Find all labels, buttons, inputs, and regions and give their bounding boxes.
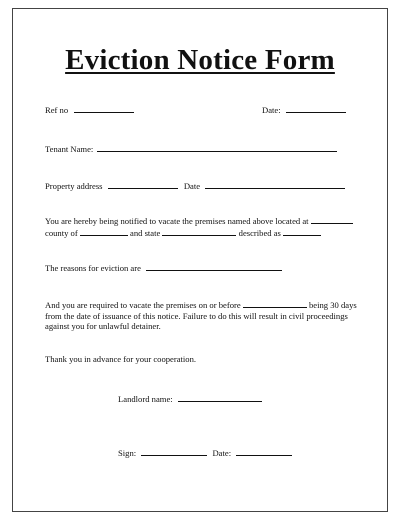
tenant-label: Tenant Name: — [45, 144, 94, 154]
notify-text-1: You are hereby being notified to vacate the premises named above located at — [45, 216, 309, 226]
vacate-text-2: being 30 days — [308, 300, 357, 310]
notify-paragraph — [45, 215, 365, 238]
vacate-date-field[interactable] — [243, 299, 307, 308]
property-row — [45, 180, 345, 191]
notify-text-4: described as — [238, 227, 281, 238]
form-title: Eviction Notice Form — [65, 44, 335, 76]
county-field[interactable] — [80, 227, 128, 236]
tenant-row — [45, 143, 337, 154]
sign-row — [118, 447, 292, 458]
ref-label: Ref no — [45, 105, 69, 115]
vacate-text-1: And you are required to vacate the premises on or before — [45, 300, 241, 310]
date2-label: Date — [183, 181, 201, 191]
landlord-name-field[interactable] — [178, 393, 262, 402]
date-row — [262, 104, 346, 115]
vacate-text-3: from the date of issuance of this notice. Failure to do this will result in civil proceedings against you for unlawful detainer. — [45, 310, 348, 331]
thanks-text: Thank you in advance for your cooperation. — [45, 354, 197, 364]
notify-text-3: and state — [130, 227, 161, 238]
ref-row — [45, 104, 134, 115]
description-field[interactable] — [283, 227, 321, 236]
date-label: Date: — [262, 105, 281, 115]
sign-date-field[interactable] — [236, 447, 292, 456]
property-label: Property address — [45, 181, 103, 191]
form-page — [12, 8, 388, 512]
reasons-field[interactable] — [146, 262, 282, 271]
ref-field[interactable] — [74, 104, 134, 113]
sign-date-label: Date: — [212, 448, 232, 458]
notify-text-2: county of — [45, 227, 78, 238]
location-field[interactable] — [311, 215, 353, 224]
tenant-name-field[interactable] — [97, 143, 337, 152]
landlord-row — [118, 393, 262, 404]
state-field[interactable] — [162, 227, 236, 236]
signature-field[interactable] — [141, 447, 207, 456]
sign-label: Sign: — [118, 448, 137, 458]
date-field[interactable] — [286, 104, 346, 113]
property-address-field[interactable] — [108, 180, 178, 189]
reasons-label: The reasons for eviction are — [45, 263, 141, 273]
property-date-field[interactable] — [205, 180, 345, 189]
vacate-paragraph — [45, 299, 365, 332]
landlord-label: Landlord name: — [118, 394, 173, 404]
reasons-row — [45, 262, 282, 273]
